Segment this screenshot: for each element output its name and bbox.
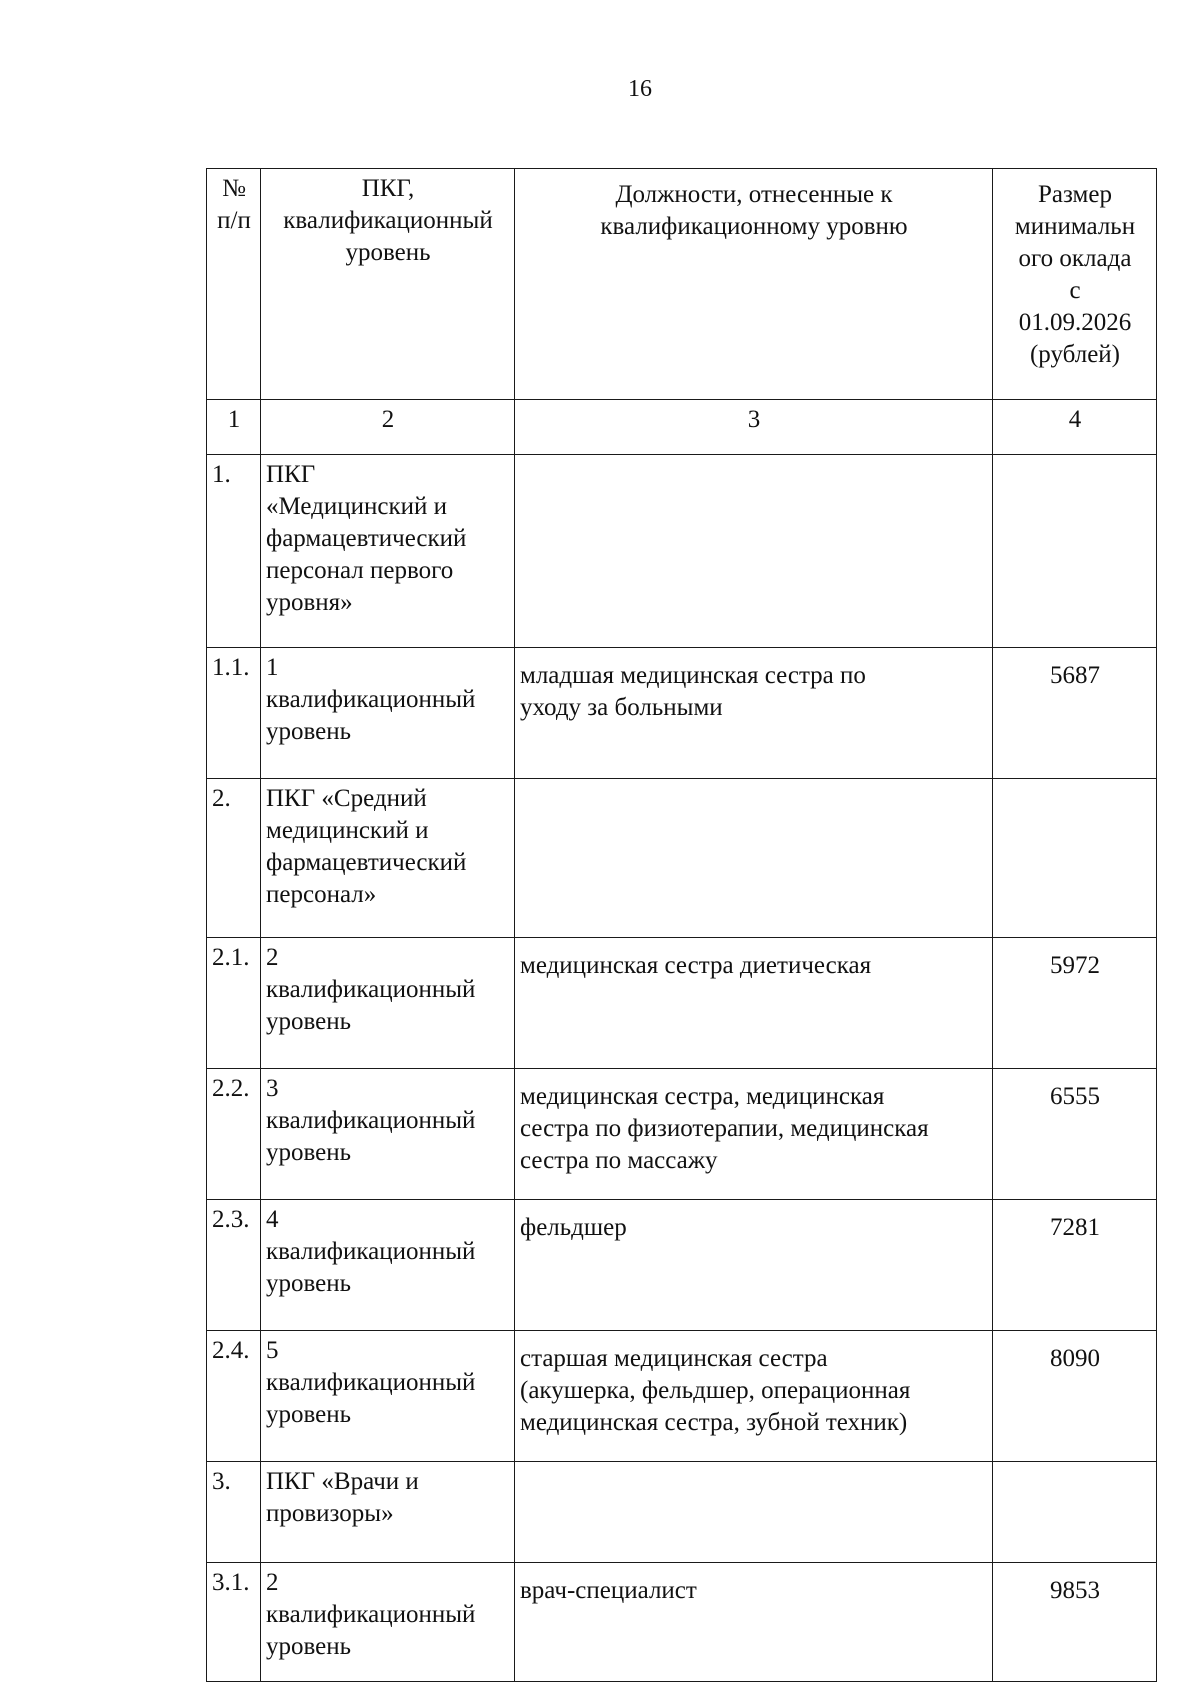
row-positions: медицинская сестра диетическая <box>515 938 993 1069</box>
table-row <box>207 455 1157 648</box>
row-salary: 5972 <box>993 938 1157 1069</box>
row-positions: старшая медицинская сестра (акушерка, фельдшер, операционная медицинская сестра, зубной техник) <box>515 1331 993 1462</box>
table-row <box>207 938 1157 1069</box>
row-salary: 6555 <box>993 1069 1157 1200</box>
row-num: 1. <box>207 455 261 648</box>
row-salary: 8090 <box>993 1331 1157 1462</box>
column-index-cell: 2 <box>261 400 515 455</box>
table-row <box>207 1069 1157 1200</box>
row-salary <box>993 455 1157 648</box>
row-pkg: ПКГ «Врачи и провизоры» <box>261 1462 515 1563</box>
table-row <box>207 1200 1157 1331</box>
row-pkg: ПКГ «Медицинский и фармацевтический персонал первого уровня» <box>261 455 515 648</box>
column-index-cell: 4 <box>993 400 1157 455</box>
row-pkg: 5 квалификационный уровень <box>261 1331 515 1462</box>
row-positions <box>515 779 993 938</box>
row-num: 2. <box>207 779 261 938</box>
row-salary: 7281 <box>993 1200 1157 1331</box>
salary-table <box>206 168 1157 1682</box>
row-num: 3. <box>207 1462 261 1563</box>
row-positions: младшая медицинская сестра по уходу за больными <box>515 648 993 779</box>
row-salary: 9853 <box>993 1563 1157 1682</box>
row-pkg: ПКГ «Средний медицинский и фармацевтический персонал» <box>261 779 515 938</box>
row-positions: медицинская сестра, медицинская сестра по физиотерапии, медицинская сестра по массажу <box>515 1069 993 1200</box>
column-index-row <box>207 400 1157 455</box>
row-positions: фельдшер <box>515 1200 993 1331</box>
table-row <box>207 1563 1157 1682</box>
table-row <box>207 1462 1157 1563</box>
row-positions <box>515 1462 993 1563</box>
header-pkg: ПКГ, квалификационный уровень <box>261 169 515 400</box>
row-salary: 5687 <box>993 648 1157 779</box>
table-header-row <box>207 169 1157 400</box>
page-number: 16 <box>628 76 652 102</box>
row-salary <box>993 779 1157 938</box>
row-num: 2.2. <box>207 1069 261 1200</box>
row-pkg: 2 квалификационный уровень <box>261 1563 515 1682</box>
row-pkg: 3 квалификационный уровень <box>261 1069 515 1200</box>
row-salary <box>993 1462 1157 1563</box>
row-num: 2.3. <box>207 1200 261 1331</box>
column-index-cell: 3 <box>515 400 993 455</box>
row-positions <box>515 455 993 648</box>
column-index-cell: 1 <box>207 400 261 455</box>
row-num: 2.1. <box>207 938 261 1069</box>
row-pkg: 2 квалификационный уровень <box>261 938 515 1069</box>
header-num: № п/п <box>207 169 261 400</box>
table-row <box>207 1331 1157 1462</box>
row-positions: врач-специалист <box>515 1563 993 1682</box>
row-pkg: 1 квалификационный уровень <box>261 648 515 779</box>
row-num: 3.1. <box>207 1563 261 1682</box>
table-row <box>207 648 1157 779</box>
row-num: 2.4. <box>207 1331 261 1462</box>
table-row <box>207 779 1157 938</box>
header-positions: Должности, отнесенные к квалификационному уровню <box>515 169 993 400</box>
row-pkg: 4 квалификационный уровень <box>261 1200 515 1331</box>
row-num: 1.1. <box>207 648 261 779</box>
header-salary: Размер минимальн ого оклада с 01.09.2026 (рублей) <box>993 169 1157 400</box>
